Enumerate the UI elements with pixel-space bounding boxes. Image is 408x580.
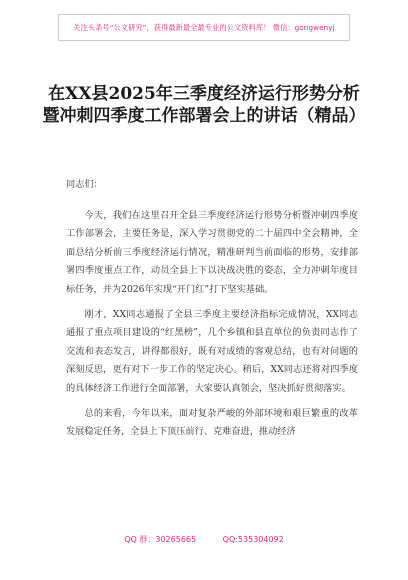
footer-qq-number: QQ:535304092 [222, 535, 284, 544]
document-body [66, 176, 358, 448]
paragraph-1: 今天，我们在这里召开全县三季度经济运行形势分析暨冲刺四季度工作部署会，主要任务是，深入学习贯彻党的二十届四中全会精神，全面总结分析前三季度经济运行情况，精准研判当前面临的形势，安排部署四季度重点工作，动员全县上下以决战决胜的姿态，全力冲刺年度目标任务，并为2026年实现“开门红”打下坚实基础。 [66, 209, 358, 295]
footer-contact [0, 534, 408, 545]
paragraph-2: 刚才，XX同志通报了全县三季度主要经济指标完成情况，XX同志通报了重点项目建设的“红黑榜”，几个乡镇和县直单位的负责同志作了交流和表态发言，讲得都很好，既有对成绩的客观总结，也有对问题的深刻反思，更有对下一步工作的坚定决心。稍后，XX同志还将对四季度的具体经济工作进行全面部署，大家要认真领会，坚决抓好贯彻落实。 [66, 308, 358, 394]
header-notice: 关注头条号“公文研究”，获得最新最全最专业的公文资料库！ 微信：gongwenyj [58, 14, 350, 41]
footer-qq-group: QQ 群：30265665 [124, 535, 197, 544]
document-title: 在XX县2025年三季度经济运行形势分析暨冲刺四季度工作部署会上的讲话（精品） [42, 84, 366, 126]
salutation: 同志们： [66, 179, 103, 190]
paragraph-3: 总的来看，今年以来，面对复杂严峻的外部环境和艰巨繁重的改革发展稳定任务，全县上下顶压前行、克难奋进，推动经济 [66, 407, 358, 438]
